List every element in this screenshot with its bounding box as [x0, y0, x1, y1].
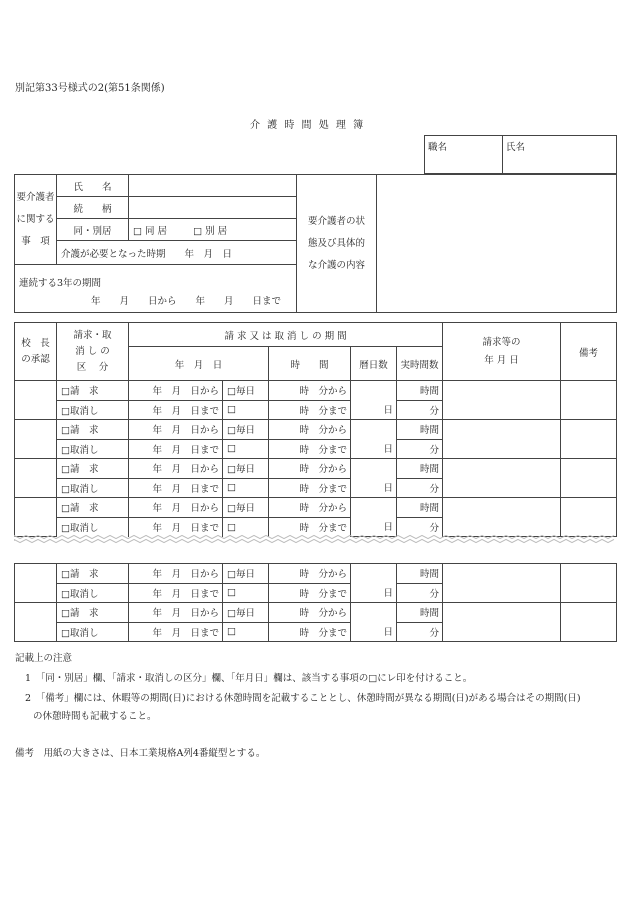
request-date-cell[interactable] [443, 498, 561, 537]
request-date-cell[interactable] [443, 381, 561, 420]
time-to-cell[interactable]: 時 分まで [269, 583, 351, 603]
note-item-1: 1 「同・別居」欄、「請求・取消しの区分」欄、「年月日」欄は、該当する事項の□にレ印を付けること。 [25, 673, 473, 684]
blank-checkbox[interactable]: □ [223, 478, 269, 498]
time-header: 時 間 [269, 347, 351, 381]
cancel-checkbox[interactable]: □取消し [57, 517, 129, 537]
remarks-cell[interactable] [561, 381, 617, 420]
note-item-2: 2 「備考」欄には、休暇等の期間(日)における休憩時間を記載することとし、休憩時間が異なる期間(日)がある場合はその期間(日) [25, 693, 581, 704]
request-checkbox[interactable]: □請 求 [57, 498, 129, 518]
days-cell[interactable]: 日 [351, 381, 397, 420]
blank-checkbox[interactable]: □ [223, 400, 269, 420]
time-from-cell[interactable]: 時 分から [269, 459, 351, 479]
hours-cell[interactable]: 時間 [397, 420, 443, 440]
days-cell[interactable]: 日 [351, 603, 397, 642]
remarks-cell[interactable] [561, 459, 617, 498]
page-title: 介 護 時 間 処 理 簿 [250, 120, 366, 131]
request-table-continued [14, 563, 617, 642]
request-date-header: 請求等の 年 月 日 [443, 323, 561, 381]
hours-cell[interactable]: 時間 [397, 603, 443, 623]
blank-checkbox[interactable]: □ [223, 583, 269, 603]
time-to-cell[interactable]: 時 分まで [269, 478, 351, 498]
remarks-header: 備考 [561, 323, 617, 381]
request-checkbox[interactable]: □請 求 [57, 603, 129, 623]
days-cell[interactable]: 日 [351, 459, 397, 498]
approval-header: 校 長 の承認 [15, 323, 57, 381]
relation-label: 続 柄 [57, 197, 129, 219]
remarks-cell[interactable] [561, 420, 617, 459]
cancel-checkbox[interactable]: □取消し [57, 400, 129, 420]
date-from-cell[interactable]: 年 月 日から [129, 459, 223, 479]
subject-group-label: 要介護者 に関する 事 項 [15, 175, 57, 265]
request-row [15, 459, 617, 479]
blank-checkbox[interactable]: □ [223, 622, 269, 642]
date-header: 年 月 日 [129, 347, 269, 381]
subject-name-field[interactable] [129, 175, 297, 197]
every-day-checkbox[interactable]: □毎日 [223, 498, 269, 518]
date-from-cell[interactable]: 年 月 日から [129, 564, 223, 584]
living-options [129, 219, 297, 241]
every-day-checkbox[interactable]: □毎日 [223, 420, 269, 440]
days-cell[interactable]: 日 [351, 564, 397, 603]
condition-label: 要介護者の状 態及び具体的 な介護の内容 [297, 175, 377, 313]
every-day-checkbox[interactable]: □毎日 [223, 603, 269, 623]
date-from-cell[interactable]: 年 月 日から [129, 498, 223, 518]
date-to-cell[interactable]: 年 月 日まで [129, 439, 223, 459]
approval-cell[interactable] [15, 603, 57, 642]
blank-checkbox[interactable]: □ [223, 439, 269, 459]
time-from-cell[interactable]: 時 分から [269, 420, 351, 440]
days-header: 暦日数 [351, 347, 397, 381]
date-from-cell[interactable]: 年 月 日から [129, 420, 223, 440]
date-to-cell[interactable]: 年 月 日まで [129, 478, 223, 498]
request-checkbox[interactable]: □請 求 [57, 381, 129, 401]
living-same-checkbox[interactable]: □ 同 居 [133, 225, 168, 237]
hours-cell[interactable]: 時間 [397, 381, 443, 401]
date-to-cell[interactable]: 年 月 日まで [129, 622, 223, 642]
request-row [15, 381, 617, 401]
notes-heading: 記載上の注意 [15, 653, 73, 664]
condition-field[interactable] [377, 175, 617, 313]
living-separate-checkbox[interactable]: □ 別 居 [193, 225, 228, 237]
hours-cell[interactable]: 時間 [397, 498, 443, 518]
remarks-cell[interactable] [561, 498, 617, 537]
days-cell[interactable]: 日 [351, 420, 397, 459]
date-to-cell[interactable]: 年 月 日まで [129, 517, 223, 537]
minutes-cell[interactable]: 分 [397, 622, 443, 642]
time-to-cell[interactable]: 時 分まで [269, 439, 351, 459]
date-to-cell[interactable]: 年 月 日まで [129, 583, 223, 603]
kind-header: 請求・取 消 し の 区 分 [57, 323, 129, 381]
every-day-checkbox[interactable]: □毎日 [223, 459, 269, 479]
request-row [15, 420, 617, 440]
request-table [14, 322, 617, 537]
care-needed-field[interactable]: 介護が必要となった時期 年 月 日 [57, 241, 297, 265]
cancel-checkbox[interactable]: □取消し [57, 583, 129, 603]
position-cell[interactable] [425, 136, 503, 174]
request-checkbox[interactable]: □請 求 [57, 459, 129, 479]
cancel-checkbox[interactable]: □取消し [57, 478, 129, 498]
time-from-cell[interactable]: 時 分から [269, 498, 351, 518]
form-reference: 別記第33号様式の2(第51条関係) [15, 83, 165, 94]
minutes-cell[interactable]: 分 [397, 400, 443, 420]
request-checkbox[interactable]: □請 求 [57, 564, 129, 584]
request-checkbox[interactable]: □請 求 [57, 420, 129, 440]
hours-cell[interactable]: 時間 [397, 459, 443, 479]
request-row [15, 564, 617, 584]
period-range-field[interactable]: 年 月 日から 年 月 日まで [15, 289, 297, 313]
request-date-cell[interactable] [443, 420, 561, 459]
request-date-cell[interactable] [443, 603, 561, 642]
request-date-cell[interactable] [443, 459, 561, 498]
request-row [15, 498, 617, 518]
request-row [15, 603, 617, 623]
remarks-cell[interactable] [561, 564, 617, 603]
cancel-checkbox[interactable]: □取消し [57, 439, 129, 459]
remarks-cell[interactable] [561, 603, 617, 642]
hours-cell[interactable]: 時間 [397, 564, 443, 584]
date-from-cell[interactable]: 年 月 日から [129, 603, 223, 623]
subject-info-table [14, 174, 617, 313]
relation-field[interactable] [129, 197, 297, 219]
minutes-cell[interactable]: 分 [397, 478, 443, 498]
time-to-cell[interactable]: 時 分まで [269, 400, 351, 420]
name-label: 氏 名 [57, 175, 129, 197]
every-day-checkbox[interactable]: □毎日 [223, 564, 269, 584]
approval-cell[interactable] [15, 381, 57, 420]
time-to-cell[interactable]: 時 分まで [269, 622, 351, 642]
approval-cell[interactable] [15, 564, 57, 603]
period-group-header: 請 求 又 は 取 消 し の 期 間 [129, 323, 443, 347]
minutes-cell[interactable]: 分 [397, 583, 443, 603]
position-label: 職名 [428, 142, 448, 153]
days-cell[interactable]: 日 [351, 498, 397, 537]
name-cell[interactable] [503, 136, 617, 174]
time-from-cell[interactable]: 時 分から [269, 564, 351, 584]
approval-cell[interactable] [15, 459, 57, 498]
minutes-cell[interactable]: 分 [397, 439, 443, 459]
name-label: 氏名 [506, 142, 526, 153]
approval-cell[interactable] [15, 420, 57, 459]
date-from-cell[interactable]: 年 月 日から [129, 381, 223, 401]
every-day-checkbox[interactable]: □毎日 [223, 381, 269, 401]
sign-box [424, 135, 617, 174]
period-label: 連続する3年の期間 [15, 265, 297, 289]
minutes-cell[interactable]: 分 [397, 517, 443, 537]
hours-header: 実時間数 [397, 347, 443, 381]
time-from-cell[interactable]: 時 分から [269, 381, 351, 401]
time-from-cell[interactable]: 時 分から [269, 603, 351, 623]
date-to-cell[interactable]: 年 月 日まで [129, 400, 223, 420]
living-label: 同・別居 [57, 219, 129, 241]
time-to-cell[interactable]: 時 分まで [269, 517, 351, 537]
note-item-2-cont: の休憩時間も記載すること。 [33, 711, 157, 722]
blank-checkbox[interactable]: □ [223, 517, 269, 537]
approval-cell[interactable] [15, 498, 57, 537]
table-break-wave [14, 534, 616, 544]
footer-note: 備考 用紙の大きさは、日本工業規格A列4番縦型とする。 [15, 748, 266, 759]
cancel-checkbox[interactable]: □取消し [57, 622, 129, 642]
request-date-cell[interactable] [443, 564, 561, 603]
